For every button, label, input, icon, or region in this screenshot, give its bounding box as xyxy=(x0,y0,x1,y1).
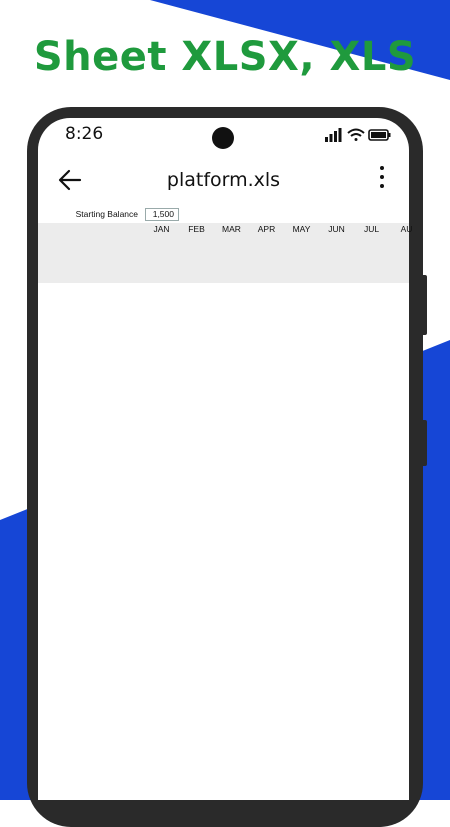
summary-month-jun: JUN xyxy=(328,224,345,234)
summary-month-au: AU xyxy=(400,224,413,234)
summary-month-may: MAY xyxy=(292,224,311,234)
status-icons xyxy=(325,127,391,143)
summary-month-apr: APR xyxy=(257,224,276,234)
summary-month-feb: FEB xyxy=(188,224,205,234)
spreadsheet-view[interactable] xyxy=(38,206,413,800)
file-title: platform.xls xyxy=(166,169,281,191)
summary-month-jan: JAN xyxy=(153,224,170,234)
signal-icon xyxy=(325,128,342,142)
starting-balance-row xyxy=(38,208,409,221)
app-bar xyxy=(38,154,409,206)
wifi-icon xyxy=(348,130,364,142)
status-time: 8:26 xyxy=(65,124,104,144)
starting-balance-label: Starting Balance xyxy=(75,209,138,219)
summary-month-header xyxy=(38,223,413,236)
phone-screen xyxy=(38,118,413,800)
more-options-icon[interactable] xyxy=(379,166,385,194)
battery-icon xyxy=(369,130,391,140)
status-bar xyxy=(38,118,409,154)
summary-month-jul: JUL xyxy=(363,224,380,234)
front-camera xyxy=(212,127,234,149)
summary-month-mar: MAR xyxy=(222,224,241,234)
starting-balance-input[interactable]: 1,500 xyxy=(145,208,179,221)
promo-headline: Sheet XLSX, XLS xyxy=(33,34,417,80)
